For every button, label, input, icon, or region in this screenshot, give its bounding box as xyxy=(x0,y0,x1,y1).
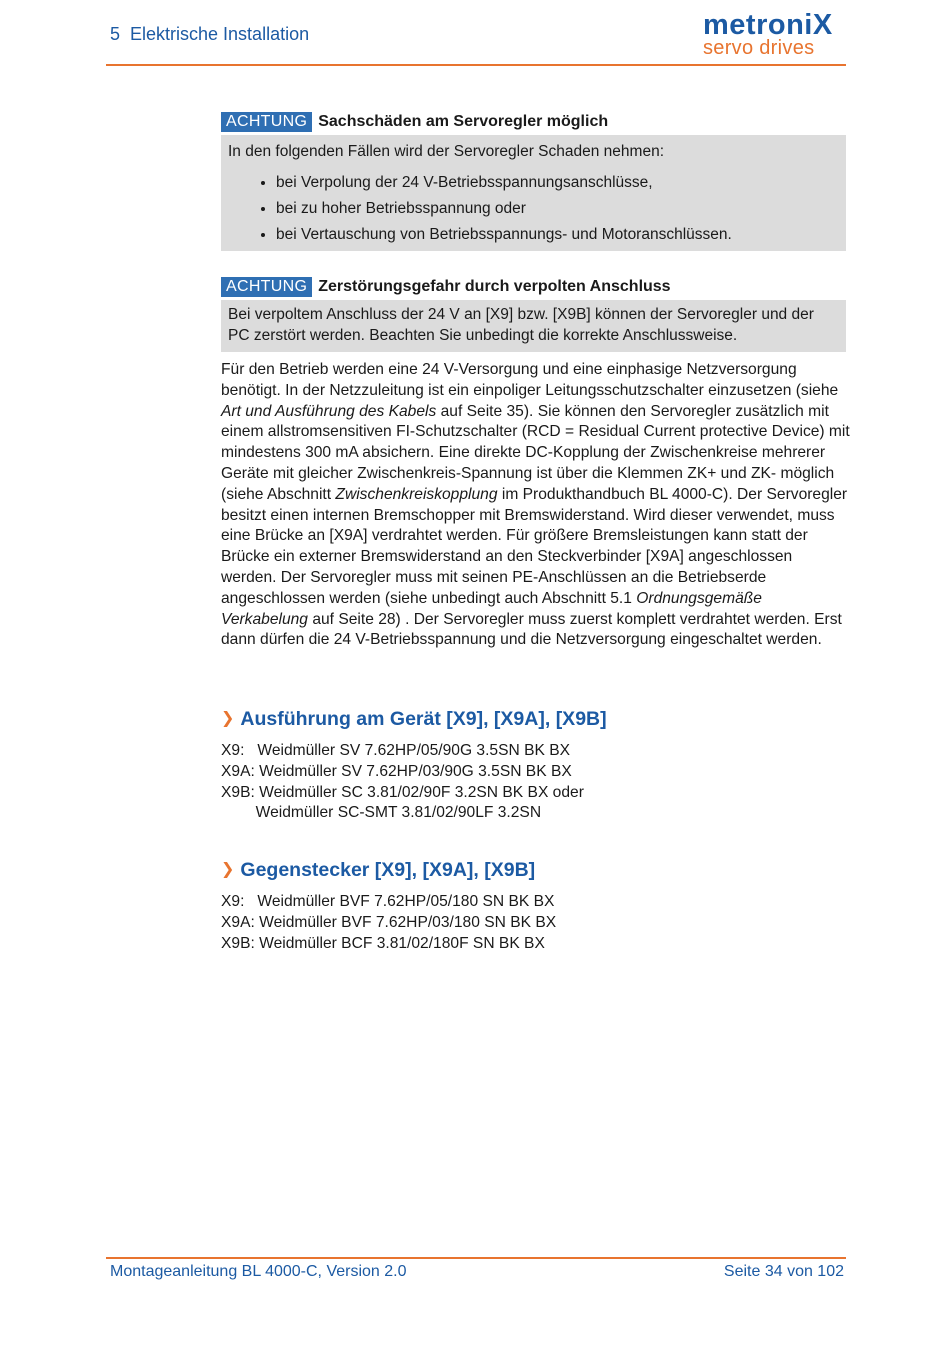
section-heading-ausfuehrung xyxy=(221,708,607,731)
warning-list xyxy=(228,170,838,248)
cross-reference: Zwischenkreiskopplung xyxy=(335,485,498,503)
metronix-logo xyxy=(703,6,848,58)
spec-row: Weidmüller SC-SMT 3.81/02/90LF 3.2SN xyxy=(221,804,542,822)
achtung-badge: ACHTUNG xyxy=(221,277,312,297)
warning-heading: Zerstörungsgefahr durch verpolten Anschluss xyxy=(318,278,671,295)
chapter-title: 5 Elektrische Installation xyxy=(110,24,310,44)
chevron-right-icon: ❯ xyxy=(221,710,235,727)
warning-heading: Sachschäden am Servoregler möglich xyxy=(318,113,609,130)
body-text-part: auf Seite 28) . Der Servoregler muss zuerst komplett verdrahtet werden. Erst dann dürfen die 24 V-Betriebsspannung und die Netzversorgung eingeschaltet werden. xyxy=(221,610,842,649)
section-title: Gegenstecker [X9], [X9A], [X9B] xyxy=(240,859,536,881)
achtung-badge: ACHTUNG xyxy=(221,112,312,132)
header-divider xyxy=(106,64,846,66)
warning-box-1 xyxy=(221,135,846,251)
logo-wordmark: metroni xyxy=(703,9,813,41)
warning-text: Bei verpoltem Anschluss der 24 V an [X9] bzw. [X9B] können der Servoregler und der PC zerstört werden. Beachten Sie unbedingt die korrekte Anschlussweise. xyxy=(228,306,814,344)
body-text-part: im Produkthandbuch BL 4000-C). Der Servoregler besitzt einen internen Bremschopper mit Bremswiderstand. Wird dieser verwendet, muss eine Brücke an [X9A] verdrahtet werden. Für größere Bremsleistungen kann statt der Brücke ein externer Bremswiderstand an den Steckverbinder [X9A] angeschlossen werden. Der Servoregler muss mit seinen PE-Anschlüssen an die Betriebserde angeschlossen werden (siehe unbedingt auch Abschnitt 5.1 xyxy=(221,485,848,607)
spec-row: X9B: Weidmüller SC 3.81/02/90F 3.2SN BK BX oder xyxy=(221,783,584,801)
footer-divider xyxy=(106,1257,846,1259)
body-text-part: auf Seite 35). Sie können den Servoregler zusätzlich mit einem allstromsensitiven FI-Schutzschalter (RCD = Residual Current protective Device) mit mindestens 300 mA absichern. Eine direkte DC-Kopplung der Zwischenkreise mehrerer Geräte mit gleicher Zwischenkreis-Spannung ist über die Klemmen ZK+ und ZK- möglich (siehe Abschnitt xyxy=(221,402,850,503)
spec-list-ausfuehrung xyxy=(221,741,584,824)
footer-document-title: Montageanleitung BL 4000-C, Version 2.0 xyxy=(110,1263,407,1280)
body-text-part: Für den Betrieb werden eine 24 V-Versorgung und eine einphasige Netzversorgung benötigt. In der Netzzuleitung ist ein einpoliger Leitungsschutzschalter einzusetzen (siehe xyxy=(221,361,839,399)
list-item: • bei Vertauschung von Betriebsspannungs- und Motoranschlüssen. xyxy=(276,222,838,248)
spec-row: X9B: Weidmüller BCF 3.81/02/180F SN BK BX xyxy=(221,934,545,952)
spec-row: X9: Weidmüller SV 7.62HP/05/90G 3.5SN BK BX xyxy=(221,742,571,759)
logo-tagline: servo drives xyxy=(703,37,815,59)
spec-row: X9A: Weidmüller BVF 7.62HP/03/180 SN BK BX xyxy=(221,913,557,931)
spec-list-gegenstecker xyxy=(221,892,556,954)
warning-title-1 xyxy=(221,112,608,132)
logo-x-mark: X xyxy=(812,9,833,41)
list-item: • bei zu hoher Betriebsspannung oder xyxy=(276,196,838,222)
body-paragraph xyxy=(221,360,851,651)
spec-row: X9: Weidmüller BVF 7.62HP/05/180 SN BK BX xyxy=(221,893,555,910)
warning-box-2 xyxy=(221,300,846,352)
section-heading-gegenstecker xyxy=(221,859,535,882)
chevron-right-icon: ❯ xyxy=(221,861,235,878)
warning-intro: In den folgenden Fällen wird der Servoregler Schaden nehmen: xyxy=(228,143,664,160)
footer-page-number: Seite 34 von 102 xyxy=(723,1263,844,1280)
cross-reference: Ordnungsgemäße Verkabelung xyxy=(221,589,762,628)
section-title: Ausführung am Gerät [X9], [X9A], [X9B] xyxy=(240,708,607,730)
cross-reference: Art und Ausführung des Kabels xyxy=(221,402,437,420)
warning-title-2 xyxy=(221,277,671,297)
spec-row: X9A: Weidmüller SV 7.62HP/03/90G 3.5SN BK BX xyxy=(221,762,572,780)
list-item: • bei Verpolung der 24 V-Betriebsspannungsanschlüsse, xyxy=(276,170,838,196)
